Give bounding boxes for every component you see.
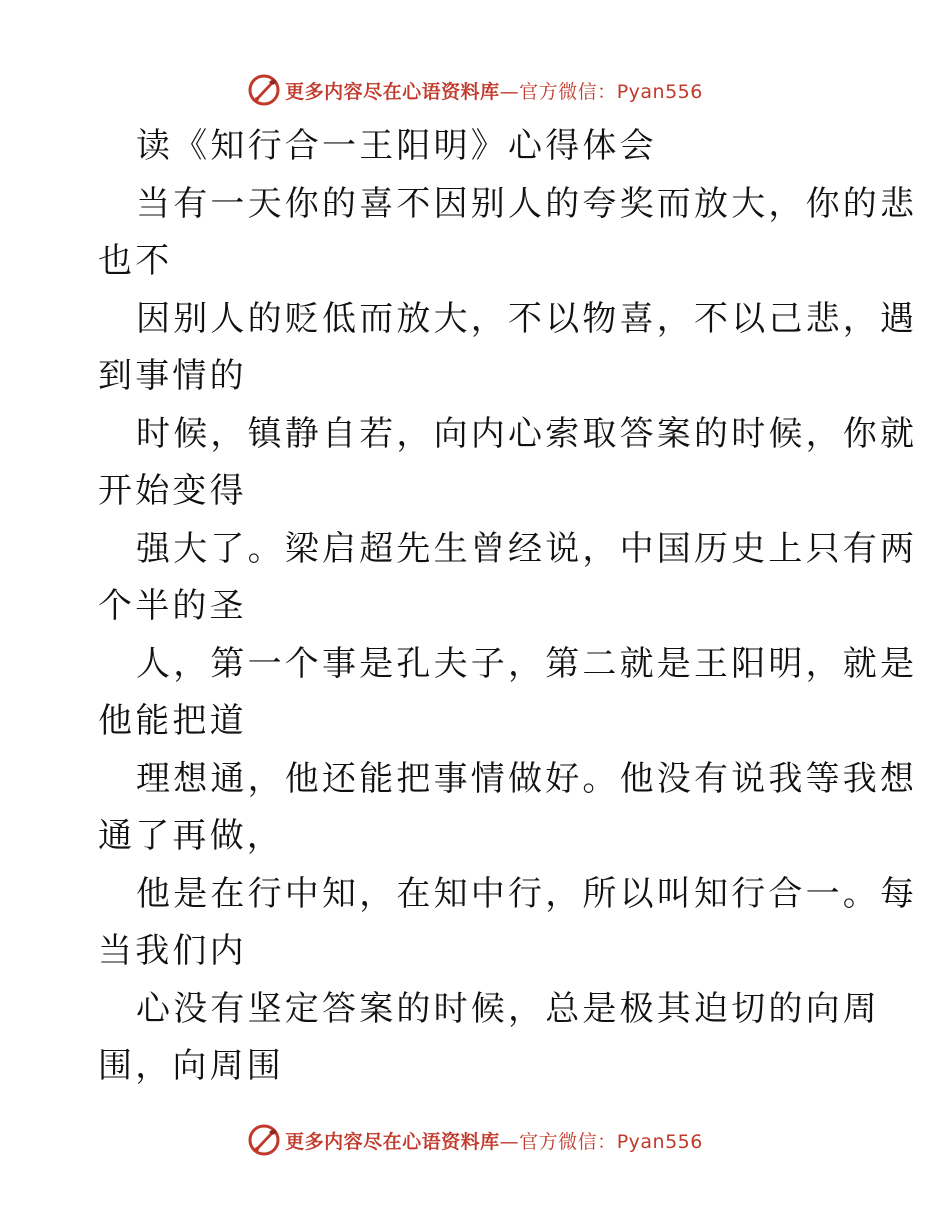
text-line: 强大了。梁启超先生曾经说，中国历史上只有两 (136, 528, 918, 569)
footer-banner (0, 1120, 950, 1160)
text-line: 围，向周围 (98, 1046, 284, 1086)
text-line: 因别人的贬低而放大，不以物喜，不以己悲，遇 (136, 298, 918, 339)
text-line: 开始变得 (98, 471, 247, 511)
quill-pen-icon (247, 1123, 281, 1157)
quill-pen-icon (247, 73, 281, 107)
text-line: 通了再做， (98, 816, 284, 856)
banner-text (285, 1127, 703, 1154)
text-line: 也不 (98, 241, 173, 281)
text-line: 时候，镇静自若，向内心索取答案的时候，你就 (136, 413, 918, 454)
document-title: 读《知行合一王阳明》心得体会 (136, 126, 657, 166)
site-name: 更多内容尽在心语资料库 (285, 80, 500, 103)
text-line: 他能把道 (98, 701, 247, 741)
wechat-label: 官方微信： (519, 1130, 617, 1153)
site-name: 更多内容尽在心语资料库 (285, 1130, 500, 1153)
text-line: 当我们内 (98, 931, 247, 971)
header-banner (0, 70, 950, 110)
text-line: 当有一天你的喜不因别人的夸奖而放大，你的悲 (136, 183, 918, 224)
text-line: 人，第一个事是孔夫子，第二就是王阳明，就是 (136, 643, 918, 684)
text-line: 心没有坚定答案的时候，总是极其迫切的向周 (136, 988, 880, 1029)
wechat-id: Pyan556 (616, 1130, 703, 1153)
text-line: 个半的圣 (98, 586, 247, 626)
text-line: 他是在行中知，在知中行，所以叫知行合一。每 (136, 873, 918, 914)
text-line: 到事情的 (98, 356, 247, 396)
separator: — (499, 1130, 520, 1153)
banner-text (285, 77, 703, 104)
text-line: 理想通，他还能把事情做好。他没有说我等我想 (136, 758, 918, 799)
wechat-id: Pyan556 (616, 80, 703, 103)
separator: — (499, 80, 520, 103)
wechat-label: 官方微信： (519, 80, 617, 103)
document-body (98, 118, 918, 1096)
